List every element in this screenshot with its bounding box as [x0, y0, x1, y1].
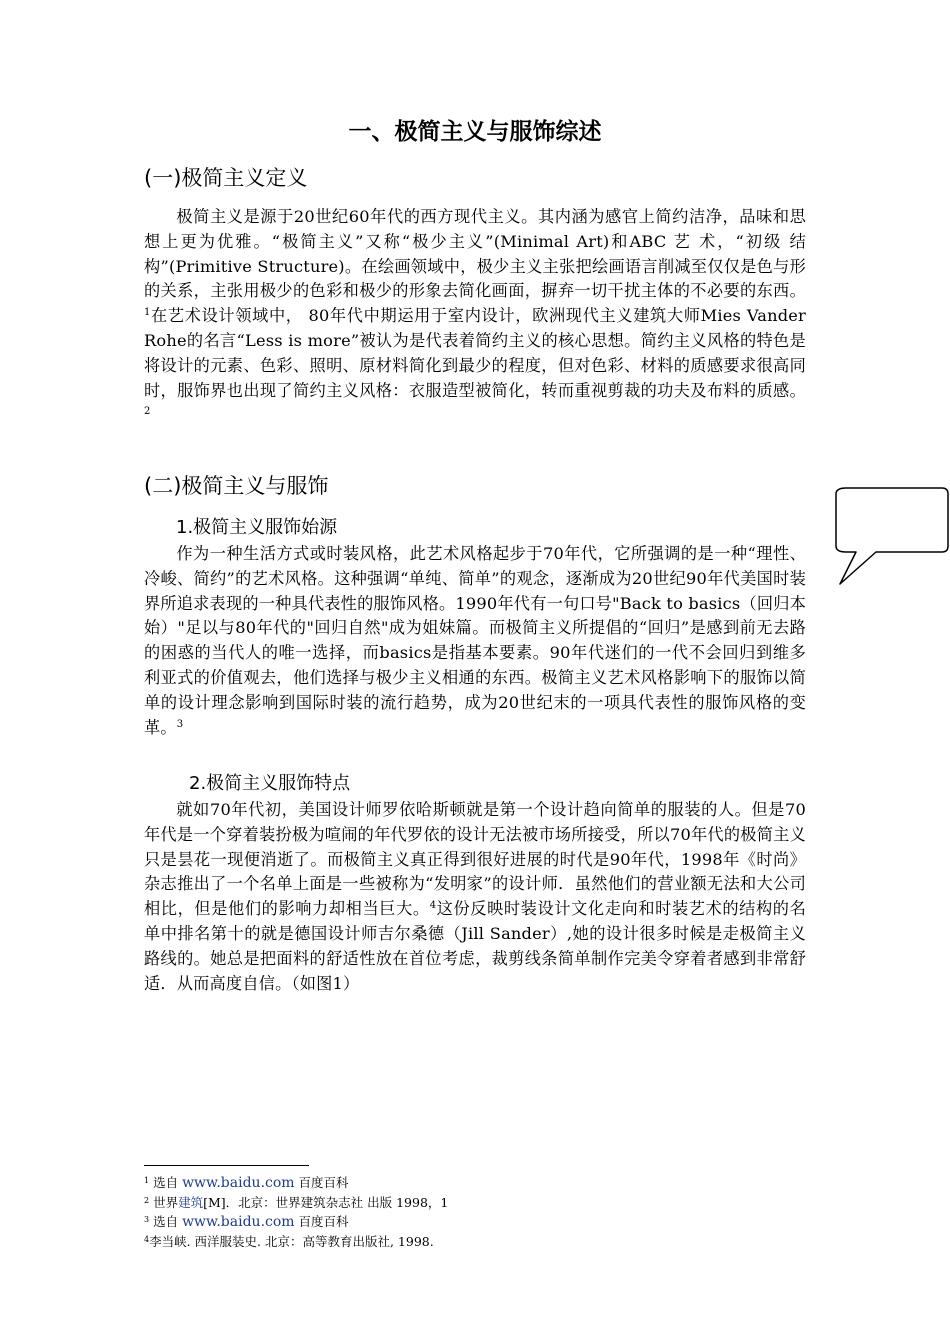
- footnote-link[interactable]: 建筑: [178, 1195, 204, 1210]
- footnote-4: [144, 1231, 806, 1250]
- footnote-mark: 2: [144, 1196, 150, 1205]
- paragraph-text: 在艺术设计领域中， 80年代中期运用于室内设计，欧洲现代主义建筑大师Mies Vander Rohe的名言“Less is more”被认为是代表着简约主义的核心思想。简约主义风格的特色是将设计的元素、色彩、照明、原材料简化到最少的程度，但对色彩、材料的质感要求很高同时，服饰界也出现了简约主义风格：衣服造型被简化，转而重视剪裁的功夫及布料的质感。: [144, 306, 806, 400]
- footnote-text: 李当峡. 西洋服装史. 北京：高等教育出版社, 1998.: [149, 1234, 434, 1249]
- footnote-text: [M]．北京：世界建筑杂志社 出版 1998，1: [203, 1195, 449, 1210]
- paragraph-features: [144, 798, 806, 996]
- footnote-3: [144, 1211, 806, 1231]
- footnote-text: 百度百科: [294, 1214, 349, 1229]
- subsection-heading-features: 2.极简主义服饰特点: [189, 773, 351, 794]
- paragraph-text: 就如70年代初，美国设计师罗依哈斯顿就是第一个设计趋向简单的服装的人。但是70年代是一个穿着装扮极为喧闹的年代罗依的设计无法被市场所接受，所以70年代的极简主义只是昙花一现便消逝了。而极简主义真正得到很好进展的时代是90年代，1998年《时尚》杂志推出了一个名单上面是一些被称为“发明家”的设计师．虽然他们的营业额无法和大公司相比，但是他们的影响力却相当巨大。: [144, 800, 806, 919]
- footnote-link[interactable]: www.baidu.com: [182, 1214, 295, 1230]
- footnote-ref-3[interactable]: 3: [176, 718, 184, 730]
- footnote-mark: 4: [144, 1235, 150, 1244]
- paragraph-origin: [144, 542, 806, 740]
- page-title: 一、极简主义与服饰综述: [348, 119, 602, 145]
- footnote-separator: [144, 1165, 309, 1166]
- paragraph-definition: [144, 205, 806, 428]
- section-heading-definition: (一)极简主义定义: [144, 166, 308, 190]
- footnote-text: 百度百科: [294, 1175, 349, 1190]
- footnote-ref-4[interactable]: 4: [429, 900, 437, 912]
- footnote-1: [144, 1172, 806, 1192]
- footnote-ref-1[interactable]: 1: [144, 307, 151, 319]
- footnote-2: [144, 1192, 806, 1211]
- footnote-link[interactable]: www.baidu.com: [182, 1175, 295, 1191]
- footnote-ref-2[interactable]: 2: [144, 406, 151, 418]
- footnote-mark: 1: [144, 1176, 150, 1185]
- footnote-text: 世界: [153, 1195, 179, 1210]
- section-heading-fashion: (二)极简主义与服饰: [144, 474, 329, 498]
- paragraph-text: 极简主义是源于20世纪60年代的西方现代主义。其内涵为感官上简约洁净，品味和思想上更为优雅。“极简主义”又称“极少主义”(Minimal Art)和ABC 艺 术，“初级 结构”(Primitive Structure)。在绘画领域中，极少主义主张把绘画语言削减至仅仅是色与形的关系，主张用极少的色彩和极少的形象去简化画面，摒弃一切干扰主体的不必要的东西。: [144, 207, 806, 301]
- paragraph-text: 作为一种生活方式或时装风格，此艺术风格起步于70年代，它所强调的是一种“理性、冷峻、简约”的艺术风格。这种强调“单纯、简单”的观念，逐渐成为20世纪90年代美国时装界所追求表现的一种具代表性的服饰风格。1990年代有一句口号"Back to basics（回归本始）"足以与80年代的"回归自然"成为姐妹篇。而极简主义所提倡的“回归”是感到前无去路的困惑的当代人的唯一选择，而basics是指基本要素。90年代迷们的一代不会回归到维多利亚式的价值观去，他们选择与极少主义相通的东西。极简主义艺术风格影响下的服饰以简单的设计理念影响到国际时装的流行趋势，成为20世纪末的一项具代表性的服饰风格的变革。: [144, 544, 806, 737]
- paragraph-text: 这份反映时装设计文化走向和时装艺术的结构的名单中排名第十的就是德国设计师吉尔桑德（Jill Sander）,她的设计很多时候是走极简主义路线的。她总是把面料的舒适性放在首位考虑，裁剪线条简单制作完美令穿着者感到非常舒适．从而高度自信。（如图1）: [144, 899, 806, 993]
- speech-bubble-icon[interactable]: [832, 486, 950, 590]
- footnotes: [144, 1172, 806, 1250]
- footnote-mark: 3: [144, 1215, 150, 1224]
- subsection-heading-origin: 1.极简主义服饰始源: [176, 517, 338, 538]
- footnote-text: 选自: [153, 1214, 183, 1229]
- footnote-text: 选自: [153, 1175, 183, 1190]
